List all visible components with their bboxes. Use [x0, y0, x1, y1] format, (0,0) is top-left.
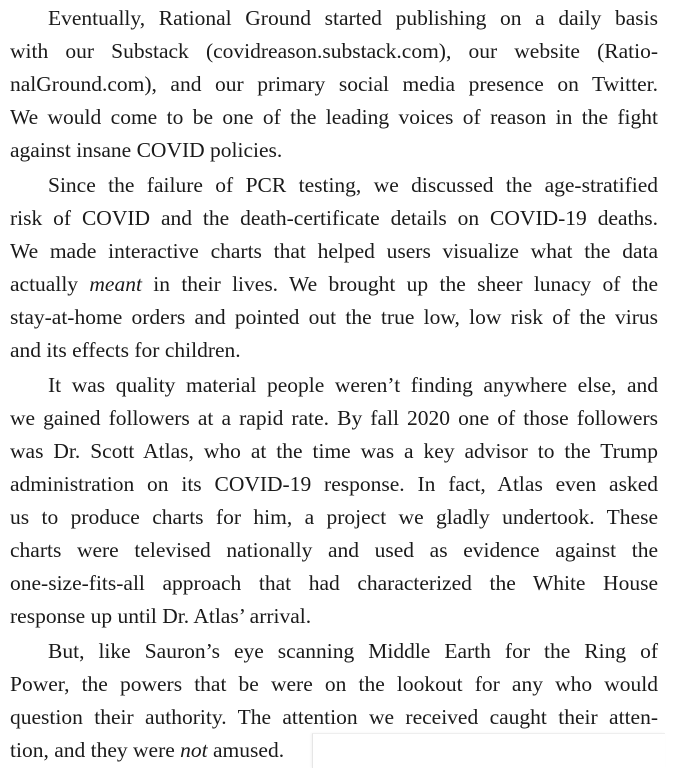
paragraph-4-line-4-part-3: amused. [207, 738, 285, 762]
paragraph-1-line-1: Eventually, Rational Ground started publishing on a daily basis [48, 6, 658, 30]
emphasis-meant: meant [89, 272, 142, 296]
paragraph-3-line-6: charts were televised nationally and used as evidence against the [10, 538, 658, 562]
paragraph-2-line-6: and its effects for children. [10, 338, 241, 362]
paragraph-4-line-2: Power, the powers that be were on the lookout for any who would [10, 672, 658, 696]
paragraph-3-line-3: was Dr. Scott Atlas, who at the time was a key advisor to the Trump [10, 439, 658, 463]
paragraph-3-line-7: one-size-fits-all approach that had characterized the White House [10, 571, 658, 595]
paragraph-2-line-2: risk of COVID and the death-certificate details on COVID-19 deaths. [10, 206, 658, 230]
paragraph-3-line-8: response up until Dr. Atlas’ arrival. [10, 604, 312, 628]
paragraph-2-line-4 [10, 268, 658, 301]
paragraph-1-line-3: nalGround.com), and our primary social media presence on Twitter. [10, 72, 658, 96]
paragraph-3-line-1: It was quality material people weren’t finding anywhere else, and [48, 373, 658, 397]
paragraph-2-line-1: Since the failure of PCR testing, we discussed the age-stratified [48, 173, 658, 197]
paragraph-2-line-4-part-1: actually [10, 272, 90, 296]
paragraph-4-line-4 [10, 734, 284, 767]
paragraph-2-line-5: stay-at-home orders and pointed out the true low, low risk of the virus [10, 305, 658, 329]
blank-overlay-box [312, 733, 665, 768]
paragraph-3-line-4: administration on its COVID-19 response. In fact, Atlas even asked [10, 472, 658, 496]
paragraph-1-line-5: against insane COVID policies. [10, 138, 283, 162]
paragraph-4-line-3: question their authority. The attention we received caught their atten- [10, 705, 658, 729]
paragraph-1-line-2: with our Substack (covidreason.substack.com), our website (Ratio- [10, 39, 658, 63]
paragraph-4-line-1: But, like Sauron’s eye scanning Middle Earth for the Ring of [48, 639, 658, 663]
paragraph-1-line-4: We would come to be one of the leading voices of reason in the fight [10, 105, 658, 129]
paragraph-2-line-3: We made interactive charts that helped users visualize what the data [10, 239, 658, 263]
paragraph-2-line-4-part-3: in their lives. We brought up the sheer lunacy of the [141, 272, 658, 296]
emphasis-not: not [180, 738, 208, 762]
paragraph-3-line-2: we gained followers at a rapid rate. By fall 2020 one of those followers [10, 406, 658, 430]
paragraph-3-line-5: us to produce charts for him, a project we gladly undertook. These [10, 505, 658, 529]
paragraph-4-line-4-part-1: tion, and they were [10, 738, 181, 762]
